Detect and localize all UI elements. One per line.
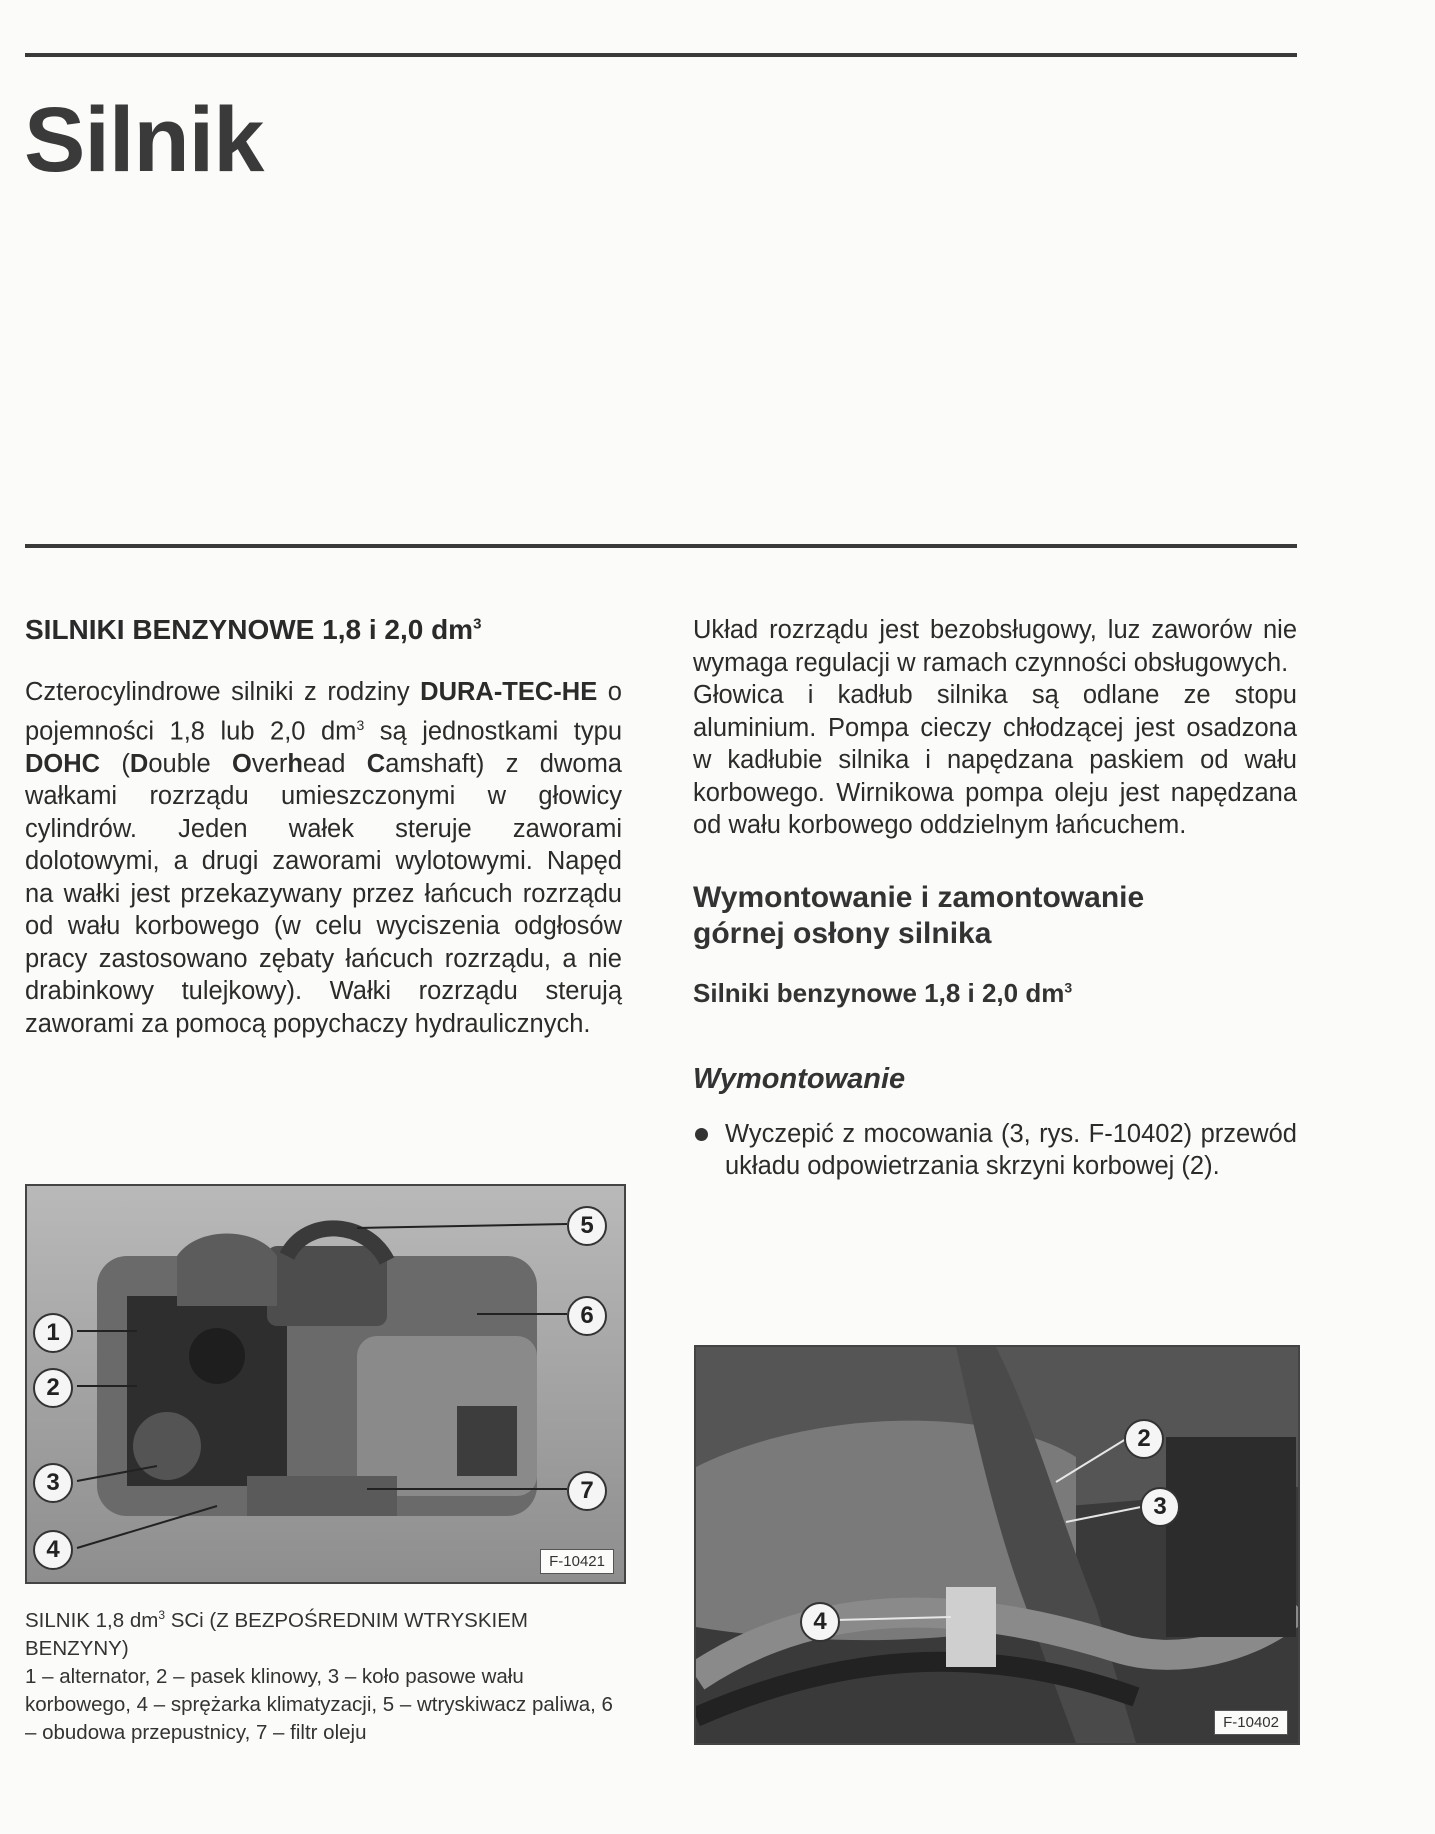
left-column xyxy=(25,600,622,1040)
callout-1: 1 xyxy=(33,1313,73,1353)
callout-4: 4 xyxy=(33,1530,73,1570)
photo-callout-2: 2 xyxy=(1124,1419,1164,1459)
caption-title: SILNIK 1,8 $dm^3$ SCi (Z BEZPOŚREDNIM WTRYSKIEM BENZYNY) xyxy=(25,1608,528,1660)
callout-2: 2 xyxy=(33,1368,73,1408)
callout-3: 3 xyxy=(33,1463,73,1503)
engine-bay-photo xyxy=(696,1347,1298,1743)
engine-caption xyxy=(25,1601,625,1747)
head-block-paragraph: Głowica i kadłub silnika są odlane ze stopu aluminium. Pompa cieczy chłodzącej jest osadzona w kadłubie silnika i napędzana paskiem od wału korbowego. Wirnikowa pompa oleju jest napędzana od wału korbowego oddzielnym łańcuchem. xyxy=(693,681,1297,839)
bullet-icon xyxy=(695,1128,708,1141)
photo-callout-4: 4 xyxy=(800,1602,840,1642)
procedure-heading: Wymontowanie i zamontowanie górnej osłony silnika xyxy=(693,880,1145,950)
timing-paragraph: Układ rozrządu jest bezobsługowy, luz zaworów nie wymaga regulacji w ramach czynności obsługowych. xyxy=(693,616,1297,677)
right-column xyxy=(693,600,1297,1183)
engine-figure xyxy=(25,1184,626,1584)
photo-callout-3: 3 xyxy=(1140,1487,1180,1527)
callout-5: 5 xyxy=(567,1206,607,1246)
bullet-step: Wyczepić z mocowania (3, rys. F-10402) przewód układu odpowietrzania skrzyni korbowej (2). xyxy=(693,1118,1297,1183)
engine-illustration xyxy=(27,1186,624,1582)
chapter-title: Silnik xyxy=(24,89,264,191)
callout-6: 6 xyxy=(567,1296,607,1336)
section-rule xyxy=(25,544,1297,548)
photo-figure xyxy=(694,1345,1300,1745)
removal-heading: Wymontowanie xyxy=(693,1062,906,1095)
top-rule xyxy=(25,53,1297,57)
callout-7: 7 xyxy=(567,1471,607,1511)
caption-legend: 1 – alternator, 2 – pasek klinowy, 3 – koło pasowe wału korbowego, 4 – sprężarka klimatyzacji, 5 – wtryskiwacz paliwa, 6 – obudowa przepustnicy, 7 – filtr oleju xyxy=(25,1664,613,1744)
intro-paragraph: Czterocylindrowe silniki z rodziny DURA-TEC-HE o pojemności 1,8 lub 2,0 $dm^3$ są jednostkami typu DOHC (Double Overhead Camshaft) z dwoma wałkami rozrządu umieszczonymi w głowicy cylindrów. Jeden wałek steruje zaworami dolotowymi, a drugi zaworami wylotowymi. Napęd na wałki jest przekazywany przez łańcuch rozrządu od wału korbowego (w celu wyciszenia odgłosów pracy zastosowano zębaty łańcuch rozrządu, a nie drabinkowy tulejkowy). Wałki rozrządu sterują zaworami za pomocą popychaczy hydraulicznych. xyxy=(25,678,623,1038)
figure-code: F-10402 xyxy=(1214,1710,1288,1735)
engine-subheading: Silniki benzynowe 1,8 i 2,0 $dm^3$ xyxy=(693,977,1073,1008)
figure-code: F-10421 xyxy=(540,1549,614,1574)
section-heading: SILNIKI BENZYNOWE 1,8 i 2,0 $dm^3$ xyxy=(25,614,482,645)
